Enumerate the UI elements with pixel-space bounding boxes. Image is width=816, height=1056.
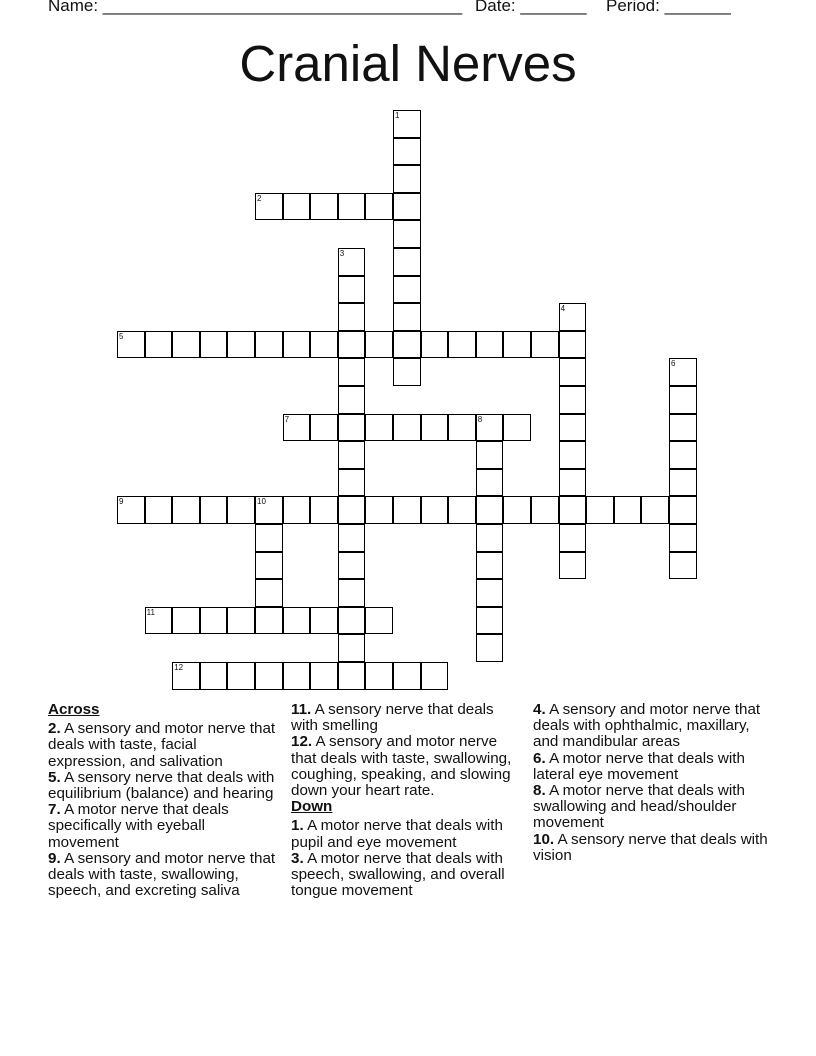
grid-cell[interactable] (669, 386, 697, 414)
grid-cell[interactable] (338, 662, 366, 690)
clue-across-9: 9. A sensory and motor nerve that deals with taste, swallowing, speech, and excreting saliva (48, 849, 276, 900)
grid-cell[interactable] (421, 662, 449, 690)
clue-down-4: 4. A sensory and motor nerve that deals with ophthalmic, maxillary, and mandibular areas (533, 701, 761, 751)
grid-cell[interactable] (559, 331, 587, 359)
grid-cell[interactable] (338, 524, 366, 552)
grid-cell[interactable] (421, 331, 449, 359)
grid-cell[interactable] (559, 386, 587, 414)
clue-across-7: 7. A motor nerve that deals specifically with eyeball movement (48, 801, 229, 851)
grid-cell[interactable] (338, 193, 366, 221)
period-field[interactable]: Period: _______ (606, 0, 731, 15)
clue-across-2: 2. A sensory and motor nerve that deals with taste, facial expression, and salivation (48, 720, 276, 770)
grid-cell[interactable] (559, 441, 587, 469)
grid-cell[interactable] (393, 496, 421, 524)
grid-cell[interactable] (531, 496, 559, 524)
grid-cell[interactable] (255, 552, 283, 580)
grid-cell[interactable] (310, 331, 338, 359)
clue-number: 9 (119, 497, 124, 507)
grid-cell[interactable] (669, 414, 697, 442)
grid-cell[interactable] (255, 579, 283, 607)
grid-cell[interactable] (393, 165, 421, 193)
grid-cell[interactable] (172, 607, 200, 635)
grid-cell[interactable] (476, 496, 504, 524)
grid-cell[interactable] (393, 331, 421, 359)
clue-number: 2 (257, 193, 262, 203)
page-title: Cranial Nerves (239, 35, 577, 92)
clue-down-8: 8. A motor nerve that deals with swallowing and head/shoulder movement (533, 782, 745, 832)
grid-cell[interactable] (338, 579, 366, 607)
grid-cell[interactable] (586, 496, 614, 524)
grid-cell[interactable] (227, 496, 255, 524)
grid-cell[interactable] (200, 607, 228, 635)
grid-cell[interactable] (365, 414, 393, 442)
grid-cell[interactable] (338, 634, 366, 662)
grid-cell[interactable] (338, 414, 366, 442)
grid-cell[interactable] (669, 469, 697, 497)
grid-cell[interactable] (338, 386, 366, 414)
grid-cell[interactable] (531, 331, 559, 359)
grid-cell[interactable] (614, 496, 642, 524)
clue-across-5: 5. A sensory nerve that deals with equilibrium (balance) and hearing (48, 768, 275, 803)
grid-cell[interactable] (255, 524, 283, 552)
grid-cell[interactable] (476, 552, 504, 580)
grid-cell[interactable] (283, 496, 311, 524)
grid-cell[interactable] (393, 662, 421, 690)
grid-cell[interactable] (338, 358, 366, 386)
grid-cell[interactable] (448, 496, 476, 524)
grid-cell[interactable] (310, 662, 338, 690)
grid-cell[interactable] (255, 662, 283, 690)
grid-cell[interactable] (669, 496, 697, 524)
grid-cell[interactable] (227, 662, 255, 690)
grid-cell[interactable] (393, 193, 421, 221)
grid-cell[interactable] (255, 607, 283, 635)
grid-cell[interactable] (476, 607, 504, 635)
grid-cell[interactable] (669, 441, 697, 469)
grid-cell[interactable] (310, 607, 338, 635)
grid-cell[interactable] (503, 496, 531, 524)
grid-cell[interactable] (393, 276, 421, 304)
name-field[interactable]: Name: ______________________________________ (48, 0, 463, 15)
clue-number: 11 (146, 607, 155, 617)
grid-cell[interactable] (145, 496, 173, 524)
down-heading: Down (291, 798, 333, 816)
grid-cell[interactable] (338, 469, 366, 497)
grid-cell[interactable] (172, 331, 200, 359)
grid-cell[interactable] (559, 469, 587, 497)
grid-cell[interactable] (283, 607, 311, 635)
grid-cell[interactable] (365, 496, 393, 524)
clue-across-11: 11. A sensory nerve that deals with smelling (291, 701, 494, 735)
grid-cell[interactable] (200, 662, 228, 690)
grid-cell[interactable] (393, 248, 421, 276)
clue-number: 8 (477, 414, 483, 424)
clue-number: 10 (257, 497, 266, 507)
grid-cell[interactable] (503, 414, 531, 442)
grid-cell[interactable] (476, 441, 504, 469)
grid-cell[interactable] (559, 524, 587, 552)
grid-cell[interactable] (421, 496, 449, 524)
clue-number: 1 (395, 111, 400, 120)
grid-cell[interactable] (559, 358, 587, 386)
clue-down-10: 10. A sensory nerve that deals with vision (533, 830, 768, 864)
grid-cell[interactable] (559, 496, 587, 524)
grid-cell[interactable] (559, 414, 587, 442)
grid-cell[interactable] (227, 607, 255, 635)
clue-number: 3 (339, 249, 345, 258)
grid-cell[interactable] (393, 358, 421, 386)
grid-cell[interactable] (669, 552, 697, 580)
grid-cell[interactable] (338, 552, 366, 580)
clue-number: 12 (174, 663, 184, 672)
grid-cell[interactable] (145, 331, 173, 359)
grid-cell[interactable] (310, 193, 338, 221)
grid-cell[interactable] (365, 662, 393, 690)
grid-cell[interactable] (476, 634, 504, 662)
grid-cell[interactable] (338, 276, 366, 304)
grid-cell[interactable] (393, 138, 421, 166)
clue-down-6: 6. A motor nerve that deals with lateral eye movement (533, 749, 745, 783)
grid-cell[interactable] (448, 414, 476, 442)
grid-cell[interactable] (393, 414, 421, 442)
clue-number: 6 (671, 359, 676, 369)
clue-number: 4 (560, 304, 566, 314)
clues-column-1 (48, 702, 276, 899)
grid-cell[interactable] (365, 193, 393, 221)
grid-cell[interactable] (310, 496, 338, 524)
grid-cell[interactable] (421, 414, 449, 442)
grid-cell[interactable] (669, 524, 697, 552)
grid-cell[interactable] (503, 331, 531, 359)
clue-number: 5 (119, 331, 124, 341)
grid-cell[interactable] (283, 662, 311, 690)
grid-cell[interactable] (338, 441, 366, 469)
grid-cell[interactable] (641, 496, 669, 524)
grid-cell[interactable] (338, 331, 366, 359)
clues-column-2 (291, 702, 521, 899)
clues-column-3 (533, 702, 768, 864)
grid-cell[interactable] (310, 414, 338, 442)
grid-cell[interactable] (227, 331, 255, 359)
grid-cell[interactable] (393, 220, 421, 248)
grid-cell[interactable] (172, 496, 200, 524)
grid-cell[interactable] (559, 552, 587, 580)
across-heading: Across (48, 701, 100, 718)
grid-cell[interactable] (393, 303, 421, 331)
clue-across-12: 12. A sensory and motor nerve that deals with taste, swallowing, coughing, speaking, and slowing down your heart rate. (291, 733, 512, 800)
grid-cell[interactable] (476, 524, 504, 552)
clue-down-3: 3. A motor nerve that deals with speech, swallowing, and overall tongue movement (291, 849, 505, 900)
grid-cell[interactable] (338, 496, 366, 524)
grid-cell[interactable] (283, 331, 311, 359)
grid-cell[interactable] (283, 193, 311, 221)
grid-cell[interactable] (338, 607, 366, 635)
grid-cell[interactable] (200, 331, 228, 359)
grid-cell[interactable] (255, 331, 283, 359)
grid-cell[interactable] (476, 579, 504, 607)
grid-cell[interactable] (200, 496, 228, 524)
grid-cell[interactable] (338, 303, 366, 331)
grid-cell[interactable] (476, 331, 504, 359)
grid-cell[interactable] (476, 469, 504, 497)
date-field[interactable]: Date: _______ (475, 0, 587, 15)
clue-down-1: 1. A motor nerve that deals with pupil and eye movement (291, 817, 503, 851)
grid-cell[interactable] (365, 607, 393, 635)
grid-cell[interactable] (448, 331, 476, 359)
clue-number: 7 (284, 414, 290, 424)
grid-cell[interactable] (365, 331, 393, 359)
